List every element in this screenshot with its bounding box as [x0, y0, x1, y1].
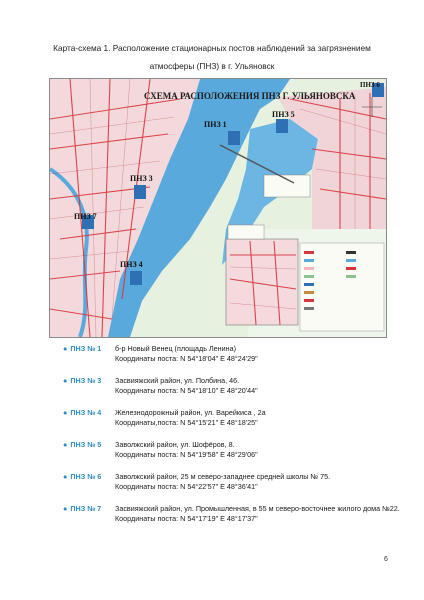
bullet-icon: ●	[63, 472, 68, 481]
bullet-icon: ●	[63, 344, 68, 353]
svg-text:ПНЗ 1: ПНЗ 1	[204, 120, 227, 129]
post-entry-4	[63, 408, 403, 428]
post-entry-3	[63, 376, 403, 396]
map-drawing	[50, 79, 386, 337]
title-line-2: атмосферы (ПНЗ) в г. Ульяновск	[149, 61, 275, 71]
svg-text:ПНЗ 7: ПНЗ 7	[74, 212, 97, 221]
map-heading: СХЕМА РАСПОЛОЖЕНИЯ ПНЗ Г. УЛЬЯНОВСКА	[144, 91, 356, 101]
post-label: ПНЗ № 1	[70, 344, 102, 353]
post-coords: Координаты поста: N 54°22'57" E 48°36'41"	[115, 482, 258, 491]
post-entry-7	[63, 504, 403, 524]
bullet-icon: ●	[63, 408, 68, 417]
bullet-icon: ●	[63, 504, 68, 513]
svg-text:ПНЗ 3: ПНЗ 3	[130, 174, 153, 183]
post-address: б-р Новый Венец (площадь Ленина)	[115, 344, 237, 353]
post-entry-5	[63, 440, 403, 460]
svg-text:ПНЗ 6: ПНЗ 6	[360, 81, 380, 89]
post-coords: Координаты поста: N 54°19'58" E 48°29'06"	[115, 450, 258, 459]
posts-list	[63, 344, 403, 536]
page-number: 6	[384, 556, 388, 563]
title-line-1: Карта-схема 1. Расположение стационарных постов наблюдений за загрязнением	[53, 43, 371, 53]
post-address: Засвияжский район, ул. Полбина, 46.	[115, 376, 240, 385]
post-coords: Координаты,поста: N 54°15'21" E 48°18'25"	[115, 418, 258, 427]
post-entry-6	[63, 472, 403, 492]
post-address: Заволжский район, 25 м северо-западнее средней школы № 75.	[115, 472, 331, 481]
post-label: ПНЗ № 7	[70, 504, 102, 513]
post-address: Засвияжский район, ул. Промышленная, в 55 м северо-восточнее жилого дома №22.	[115, 504, 400, 513]
post-label: ПНЗ № 5	[70, 440, 102, 449]
svg-text:ПНЗ 4: ПНЗ 4	[120, 260, 143, 269]
post-address: Заволжский район, ул. Шофёров, 8.	[115, 440, 235, 449]
post-label: ПНЗ № 6	[70, 472, 102, 481]
post-entry-1	[63, 344, 403, 364]
post-label: ПНЗ № 3	[70, 376, 102, 385]
bullet-icon: ●	[63, 440, 68, 449]
post-label: ПНЗ № 4	[70, 408, 102, 417]
post-coords: Координаты поста: N 54°18'04" E 48°24'29"	[115, 354, 258, 363]
svg-text:ПНЗ 5: ПНЗ 5	[272, 110, 295, 119]
post-address: Железнодорожный район, ул. Варейкиса , 2а	[115, 408, 266, 417]
city-map	[49, 78, 387, 338]
bullet-icon: ●	[63, 376, 68, 385]
post-coords: Координаты поста: N 54°17'19" E 48°17'37"	[115, 514, 258, 523]
page-title	[24, 42, 400, 72]
post-coords: Координаты поста: N 54°18'10" E 48°20'44"	[115, 386, 258, 395]
